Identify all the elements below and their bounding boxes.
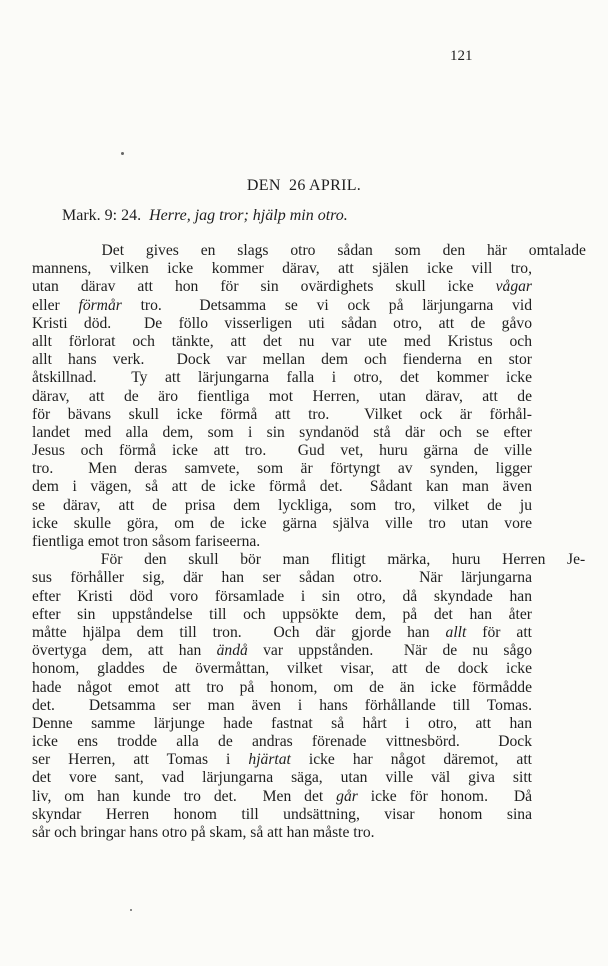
text-line (32, 824, 532, 842)
scripture-verse (62, 207, 348, 225)
text-line (32, 624, 532, 642)
text-run: åtskillnad. Ty att lärjungarna falla i otro, det kommer icke (32, 369, 532, 387)
text-line (32, 388, 532, 406)
text-run: utan därav att hon för sin ovärdighets skull icke (32, 278, 496, 296)
text-run: mannens, vilken icke kommer därav, att själen icke vill tro, (32, 260, 532, 278)
text-line (32, 369, 532, 387)
text-run: För den skull bör man flitigt märka, huru Herren Je- (32, 551, 586, 569)
text-line (32, 769, 532, 787)
text-line (32, 588, 532, 606)
text-run: fientliga emot tron såsom fariseerna. (32, 533, 261, 550)
text-run: skyndar Herren honom till undsättning, visar honom sina (32, 805, 532, 823)
text-run: ser Herren, att Tomas i (32, 751, 249, 769)
text-run: det vore sant, vad lärjungarna säga, utan ville väl giva sitt (32, 769, 532, 787)
text-run: det. Detsamma ser man även i hans förhållande till Tomas. (32, 696, 532, 714)
text-line (32, 333, 532, 351)
heading-date: 26 (289, 177, 306, 194)
text-line (32, 715, 532, 733)
text-run: se därav, att de prisa dem lyckliga, som tro, vilket de ju (32, 496, 532, 514)
heading-prefix: DEN (246, 177, 281, 194)
text-run: dem i vägen, så att de icke förmå det. Sådant kan man även (32, 478, 532, 496)
text-line (32, 460, 532, 478)
text-run: eller (32, 296, 79, 314)
text-run: Det gives en slags otro sådan som den här omtalade (32, 242, 586, 259)
text-run: icke för honom. Då (357, 787, 532, 805)
text-line (32, 533, 532, 551)
text-run: sår och bringar hans otro på skam, så att han måste tro. (32, 824, 375, 841)
text-run: Kristi död. De föllo visserligen uti sådan otro, att de gåvo (32, 314, 532, 332)
italic-text: förmår (78, 296, 122, 314)
text-line (32, 733, 532, 751)
text-line (32, 442, 532, 460)
italic-text: allt (445, 623, 467, 641)
text-line (32, 297, 532, 315)
text-run: allt hans verk. Dock var mellan dem och fienderna en stor (32, 351, 532, 369)
text-run: därav, att de äro fientliga mot Herren, utan därav, att de (32, 387, 532, 405)
verse-reference: Mark. 9: 24. (62, 207, 142, 224)
text-line (32, 478, 532, 496)
paper-speck (121, 152, 124, 155)
italic-text: vågar (495, 278, 532, 296)
text-run: landet med alla dem, som i sin syndanöd stå där och se efter (32, 423, 532, 441)
text-line (32, 642, 532, 660)
italic-text: hjärtat (248, 751, 291, 769)
body-text (32, 242, 586, 842)
text-run: icke skulle göra, om de icke gärna själva ville tro utan vore (32, 514, 532, 532)
italic-text: ändå (216, 642, 248, 660)
text-line (32, 424, 532, 442)
heading-month: APRIL. (309, 177, 362, 194)
verse-text: Herre, jag tror; hjälp min otro. (149, 207, 348, 224)
text-line (32, 697, 532, 715)
text-run: honom, gladdes de övermåttan, vilket visar, att de dock icke (32, 660, 532, 678)
text-run: övertyga dem, att han (32, 642, 217, 660)
paper-speck (130, 909, 132, 911)
text-line (32, 260, 532, 278)
text-line (32, 606, 532, 624)
text-run: efter sin uppståndelse till och uppsökte dem, på det han åter (32, 605, 532, 623)
text-line (32, 551, 586, 569)
text-line (32, 315, 532, 333)
text-line (32, 515, 532, 533)
text-run: måtte hjälpa dem till tron. Och där gjorde han (32, 623, 446, 641)
text-run: för att (466, 623, 532, 641)
text-run: allt förlorat och tänkte, att det nu var ute med Kristus och (32, 332, 532, 350)
text-run: Denne samme lärjunge hade fastnat så hårt i otro, att han (32, 714, 532, 732)
text-run: för bävans skull icke förmå att tro. Vilket ock är förhål- (32, 405, 532, 423)
text-run: liv, om han kunde tro det. Men det (32, 787, 337, 805)
text-line (32, 806, 532, 824)
text-line (32, 406, 532, 424)
text-run: hade något emot att tro på honom, om de än icke förmådde (32, 678, 532, 696)
text-line (32, 278, 532, 296)
text-run: icke ens trodde alla de andras förenade vittnesbörd. Dock (32, 733, 532, 751)
text-run: tro. Men deras samvete, som är förtyngt av synden, ligger (32, 460, 532, 478)
text-line (32, 660, 532, 678)
italic-text: går (336, 787, 358, 805)
text-line (32, 351, 532, 369)
text-line (32, 569, 532, 587)
text-run: efter Kristi död voro församlade i sin otro, då skyndade han (32, 587, 532, 605)
chapter-heading (0, 177, 608, 195)
text-run: sus förhåller sig, där han ser sådan otro. När lärjungarna (32, 569, 532, 587)
text-line (32, 788, 532, 806)
text-run: tro. Detsamma se vi ock på lärjungarna vid (121, 296, 532, 314)
text-line (32, 679, 532, 697)
text-line (32, 497, 532, 515)
text-run: var uppstånden. När de nu sågo (247, 642, 532, 660)
text-line (32, 751, 532, 769)
page-number: 121 (450, 48, 473, 64)
text-run: Jesus och förmå icke att tro. Gud vet, huru gärna de ville (32, 442, 532, 460)
text-line (32, 242, 586, 260)
text-run: icke har något däremot, att (290, 751, 532, 769)
